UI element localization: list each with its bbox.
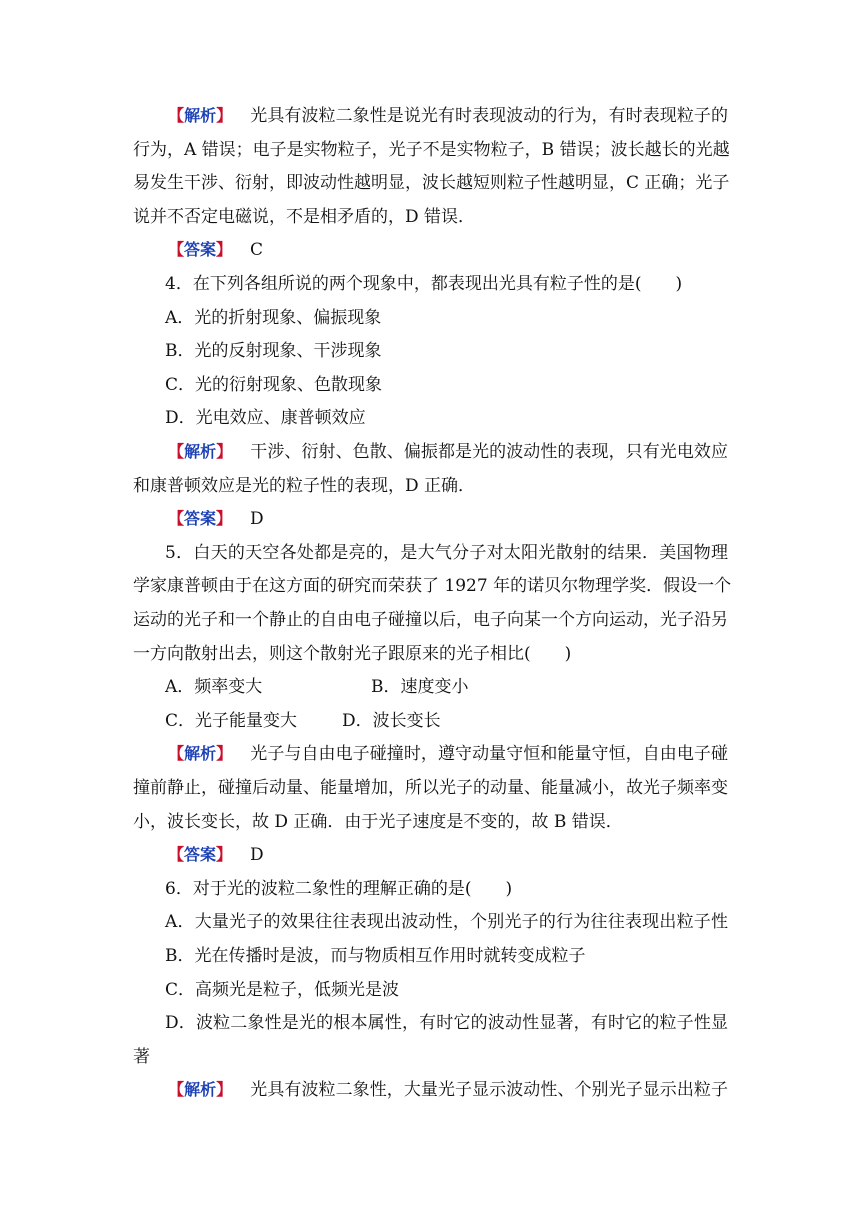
line-text: 运动的光子和一个静止的自由电子碰撞以后，电子向某一个方向运动，光子沿另 [133, 610, 728, 630]
line-text: 小，波长变长，故 D 正确．由于光子速度是不变的，故 B 错误． [133, 811, 623, 832]
line-text: D [250, 509, 264, 530]
line-text: 行为，A 错误；电子是实物粒子，光子不是实物粒子，B 错误；波长越长的光越 [133, 139, 730, 160]
line-text: 和康普顿效应是光的粒子性的表现，D 正确． [133, 475, 476, 496]
line-text: 6．对于光的波粒二象性的理解正确的是( ) [165, 878, 513, 899]
line-text: 学家康普顿由于在这方面的研究而荣获了 1927 年的诺贝尔物理学奖．假设一个 [133, 576, 732, 597]
answer-tag: 【答案】 [168, 509, 233, 529]
line-text: 5．白天的天空各处都是亮的，是大气分子对太阳光散射的结果．美国物理 [165, 542, 728, 563]
line-text: B．光在传播时是波，而与物质相互作用时就转变成粒子 [165, 946, 586, 966]
line-text: A．光的折射现象、偏振现象 [165, 307, 382, 328]
line-text: 光具有波粒二象性是说光有时表现波动的行为，有时表现粒子的 [250, 106, 728, 126]
line-text: 光具有波粒二象性，大量光子显示波动性、个别光子显示出粒子 [250, 1080, 728, 1101]
line-text: 光子与自由电子碰撞时，遵守动量守恒和能量守恒，自由电子碰 [250, 744, 728, 765]
answer-tag: 【答案】 [168, 240, 233, 260]
line-text: D [250, 845, 264, 866]
line-text: A．大量光子的效果往往表现出波动性，个别光子的行为往往表现出粒子性 [165, 912, 728, 933]
line-text: 一方向散射出去，则这个散射光子跟原来的光子相比( ) [133, 643, 572, 664]
line-text: B．光的反射现象、干涉现象 [165, 341, 382, 362]
line-text: 干涉、衍射、色散、偏振都是光的波动性的表现，只有光电效应 [250, 442, 728, 462]
line-text: 4．在下列各组所说的两个现象中，都表现出光具有粒子性的是( ) [165, 274, 683, 294]
option-text: A．频率变大 [165, 677, 263, 698]
line-text: D．波粒二象性是光的根本属性，有时它的波动性显著，有时它的粒子性显 [165, 1013, 728, 1034]
line-text: C [250, 240, 264, 261]
option-text: B．速度变小 [371, 677, 469, 698]
line-text: 撞前静止，碰撞后动量、能量增加，所以光子的动量、能量减小，故光子频率变 [133, 778, 728, 798]
analysis-tag: 【解析】 [168, 1080, 233, 1100]
answer-tag: 【答案】 [168, 845, 233, 865]
line-text: C．光的衍射现象、色散现象 [165, 374, 383, 395]
line-text: D．光电效应、康普顿效应 [165, 408, 366, 429]
option-text: C．光子能量变大 [165, 710, 298, 731]
line-text: 说并不否定电磁说，不是相矛盾的，D 错误． [133, 206, 476, 227]
line-text: 著 [133, 1046, 150, 1067]
analysis-tag: 【解析】 [168, 442, 233, 461]
analysis-tag: 【解析】 [168, 744, 233, 764]
analysis-tag: 【解析】 [168, 106, 233, 125]
line-text: C．高频光是粒子，低频光是波 [165, 979, 400, 1000]
line-text: 易发生干涉、衍射，即波动性越明显，波长越短则粒子性越明显，C 正确；光子 [133, 173, 730, 194]
option-text: D．波长变长 [342, 710, 441, 731]
